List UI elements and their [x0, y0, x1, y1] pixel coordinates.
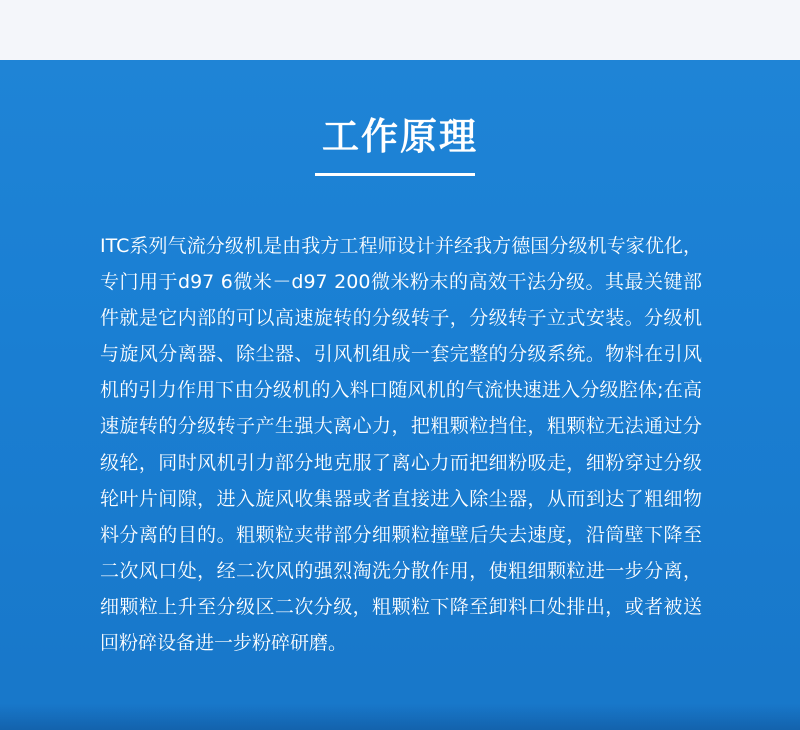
title-underline [315, 173, 475, 176]
panel-bottom-shadow [0, 704, 800, 730]
top-background-strip [0, 0, 800, 60]
section-title: 工作原理 [322, 115, 478, 158]
section-body-text: ITC系列气流分级机是由我方工程师设计并经我方德国分级机专家优化，专门用于d97 6微米－d97 200微米粉末的高效干法分级。其最关键部件就是它内部的可以高速旋转的分级转子，分级转子立式安装。分级机与旋风分离器、除尘器、引风机组成一套完整的分级系统。物料在引风机的引力作用下由分级机的入料口随风机的气流快速进入分级腔体;在高速旋转的分级转子产生强大离心力，把粗颗粒挡住，粗颗粒无法通过分级轮，同时风机引力部分地克服了离心力而把细粉吸走，细粉穿过分级轮叶片间隙，进入旋风收集器或者直接进入除尘器，从而到达了粗细物料分离的目的。粗颗粒夹带部分细颗粒撞壁后失去速度，沿筒壁下降至二次风口处，经二次风的强烈淘洗分散作用，使粗细颗粒进一步分离，细颗粒上升至分级区二次分级，粗颗粒下降至卸料口处排出，或者被送回粉碎设备进一步粉碎研磨。 [100, 235, 702, 655]
working-principle-section [0, 60, 800, 730]
